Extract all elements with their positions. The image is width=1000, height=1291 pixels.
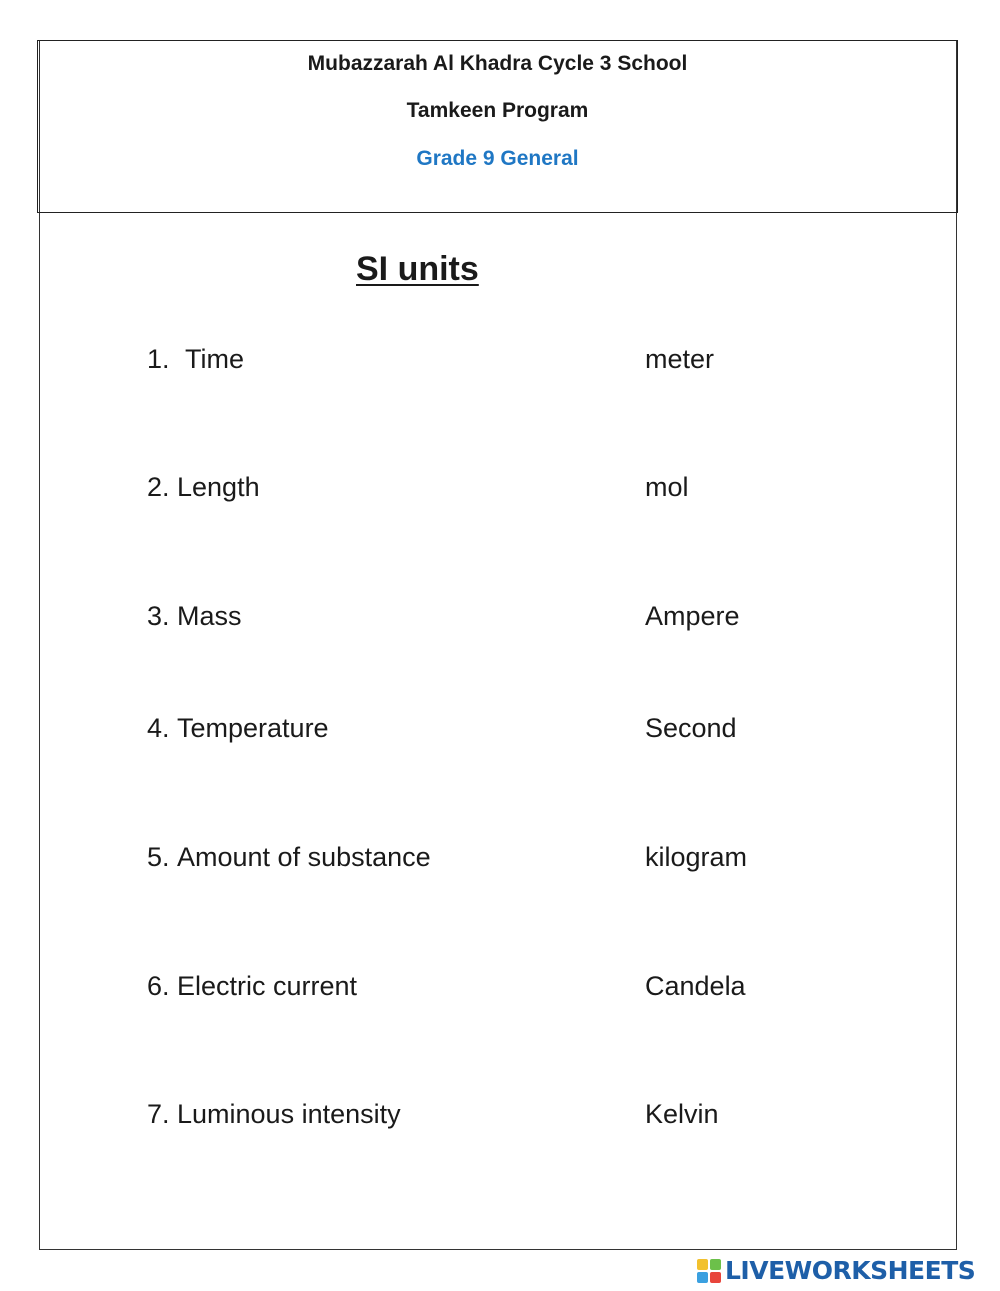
brand-name: LIVEWORKSHEETS [725, 1256, 976, 1285]
grade-name: Grade 9 General [416, 147, 579, 170]
logo-tile [697, 1272, 708, 1283]
worksheet-frame [39, 40, 957, 1250]
quantity-item-6 [147, 970, 357, 1002]
quantity-label: Electric current [177, 971, 358, 1001]
quantity-item-1 [147, 343, 244, 375]
program-name: Tamkeen Program [406, 99, 589, 122]
quantity-number: 7. [147, 1099, 170, 1129]
quantity-label: Temperature [177, 713, 329, 743]
quantity-label: Time [185, 344, 244, 374]
unit-item-5[interactable]: kilogram [645, 842, 748, 872]
logo-tile [710, 1259, 721, 1270]
quantity-label: Length [177, 472, 260, 502]
quantity-label: Amount of substance [177, 842, 431, 872]
unit-item-2[interactable]: mol [645, 472, 689, 502]
quantity-label: Mass [177, 601, 242, 631]
quantity-item-2 [147, 471, 260, 503]
logo-tile [710, 1272, 721, 1283]
unit-item-7[interactable]: Kelvin [645, 1099, 719, 1129]
quantity-item-5 [147, 841, 431, 873]
quantity-item-7 [147, 1098, 401, 1130]
header-box [37, 40, 958, 213]
liveworksheets-logo-icon [697, 1259, 721, 1283]
quantity-number: 2. [147, 472, 170, 502]
quantity-number: 6. [147, 971, 170, 1001]
quantity-item-4 [147, 712, 329, 744]
logo-tile [697, 1259, 708, 1270]
quantity-item-3 [147, 600, 242, 632]
quantity-number: 1. [147, 344, 170, 374]
quantity-number: 3. [147, 601, 170, 631]
unit-item-1[interactable]: meter [645, 344, 715, 374]
unit-item-3[interactable]: Ampere [645, 601, 740, 631]
brand-watermark[interactable] [697, 1256, 975, 1286]
unit-item-4[interactable]: Second [645, 713, 737, 743]
quantity-label: Luminous intensity [177, 1099, 401, 1129]
quantity-number: 5. [147, 842, 170, 872]
school-name: Mubazzarah Al Khadra Cycle 3 School [307, 52, 688, 75]
page-title: SI units [356, 250, 479, 288]
quantity-number: 4. [147, 713, 170, 743]
unit-item-6[interactable]: Candela [645, 971, 746, 1001]
